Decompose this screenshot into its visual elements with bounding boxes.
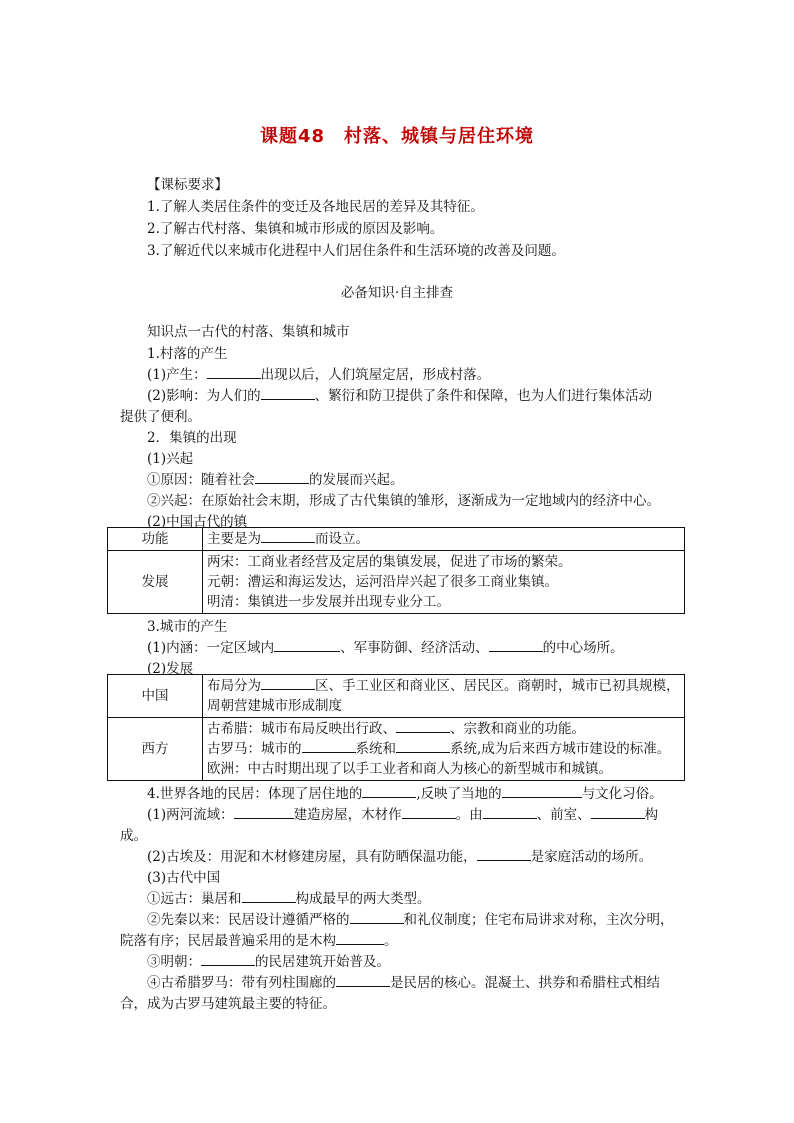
prehistoric-line: ①远古：巢居和 构成最早的两大类型。 <box>147 891 431 907</box>
table-row <box>108 718 685 781</box>
mesopotamia-line: (1)两河流域： 建造房屋，木材作 。由 、前室、 构 <box>147 807 659 823</box>
subsection-1-heading: 1.村落的产生 <box>147 346 228 362</box>
blank <box>362 784 416 798</box>
village-origin-line: (1)产生： 出现以后，人们筑屋定居，形成村落。 <box>147 367 491 383</box>
blank <box>402 805 456 819</box>
blank <box>261 676 315 690</box>
subsection-2-heading: 2．集镇的出现 <box>147 430 237 446</box>
blank <box>396 719 450 733</box>
blank <box>591 805 645 819</box>
blank <box>242 889 296 903</box>
blank <box>396 739 450 753</box>
blank <box>302 739 356 753</box>
village-impact-line: (2)影响：为人们的 、繁衍和防卫提供了条件和保障，也为人们进行集体活动 <box>147 388 653 404</box>
market-rise-heading: (1)兴起 <box>147 451 194 467</box>
pre-qin-cont: 院落有序；民居最普遍采用的是木构 。 <box>120 933 398 949</box>
blank <box>489 638 543 652</box>
egypt-line: (2)古埃及：用泥和木材修建房屋，具有防晒保温功能， 是家庭活动的场所。 <box>147 849 653 865</box>
blank <box>274 638 340 652</box>
table-row <box>108 551 685 614</box>
market-rise-line: ②兴起：在原始社会末期，形成了古代集镇的雏形，逐渐成为一定地域内的经济中心。 <box>147 493 660 509</box>
row-head-function: 功能 <box>108 528 203 551</box>
knowledge-point-heading: 知识点一古代的村落、集镇和城市 <box>147 324 350 340</box>
mesopotamia-cont: 成。 <box>120 828 147 844</box>
table-row <box>108 675 685 718</box>
west-cell: 古希腊：城市布局反映出行政、 、宗教和商业的功能。 古罗马：城市的 系统和 系统,成为后来西方城市建设的标准。 欧洲：中古时期出现了以手工业者和商人为核心的新型城市和城镇。 <box>203 718 685 781</box>
village-impact-cont: 提供了便利。 <box>120 409 201 425</box>
row-head-west: 西方 <box>108 718 203 781</box>
table-row <box>108 528 685 551</box>
row-head-china: 中国 <box>108 675 203 718</box>
requirement-item-3: 3.了解近代以来城市化进程中人们居住条件和生活环境的改善及问题。 <box>147 243 565 259</box>
blank <box>336 931 384 945</box>
blank <box>483 805 537 819</box>
requirement-item-1: 1.了解人类居住条件的变迁及各地民居的差异及其特征。 <box>147 199 484 215</box>
requirement-item-2: 2.了解古代村落、集镇和城市形成的原因及影响。 <box>147 221 444 237</box>
city-meaning-line: (1)内涵：一定区域内 、军事防御、经济活动、 的中心场所。 <box>147 640 624 656</box>
greco-roman-line: ④古希腊罗马：带有列柱围廊的 是民居的核心。混凝土、拱券和希腊柱式相结 <box>147 975 660 991</box>
blank <box>201 952 255 966</box>
document-title: 课题48 村落、城镇与居住环境 <box>259 126 535 147</box>
section-heading: 必备知识·自主排查 <box>340 285 454 301</box>
blank <box>261 386 315 400</box>
greco-roman-cont: 合，成为古罗马建筑最主要的特征。 <box>120 996 336 1012</box>
blank <box>234 805 294 819</box>
world-dwellings-line: 4.世界各地的民居：体现了居住地的 ,反映了当地的 与文化习俗。 <box>147 786 663 802</box>
row-head-development: 发展 <box>108 551 203 614</box>
blank <box>477 847 531 861</box>
blank <box>255 470 309 484</box>
ming-line: ③明朝： 的民居建筑开始普及。 <box>147 954 390 970</box>
ancient-china-heading: (3)古代中国 <box>147 870 221 886</box>
blank <box>207 365 261 379</box>
blank <box>336 973 390 987</box>
china-cell: 布局分为 区、手工业区和商业区、居民区。商朝时，城市已初具规模， 周朝营建城市形成制度 <box>203 675 685 718</box>
development-cell: 两宋：工商业者经营及定居的集镇发展，促进了市场的繁荣。 元朝：漕运和海运发达，运河沿岸兴起了很多工商业集镇。 明清：集镇进一步发展并出现专业分工。 <box>203 551 685 614</box>
city-development-heading: (2)发展 <box>147 661 194 677</box>
pre-qin-line: ②先秦以来：民居设计遵循严格的 和礼仪制度；住宅布局讲求对称，主次分明， <box>147 912 674 928</box>
blank <box>350 910 404 924</box>
requirements-heading: 【课标要求】 <box>147 177 228 193</box>
city-development-table <box>107 674 685 781</box>
subsection-3-heading: 3.城市的产生 <box>147 619 228 635</box>
market-cause-line: ①原因：随着社会 的发展而兴起。 <box>147 472 404 488</box>
chinese-town-heading: (2)中国古代的镇 <box>147 514 248 530</box>
blank <box>261 529 315 543</box>
blank <box>502 784 582 798</box>
chinese-town-table <box>107 527 685 614</box>
function-cell: 主要是为 而设立。 <box>203 528 685 551</box>
